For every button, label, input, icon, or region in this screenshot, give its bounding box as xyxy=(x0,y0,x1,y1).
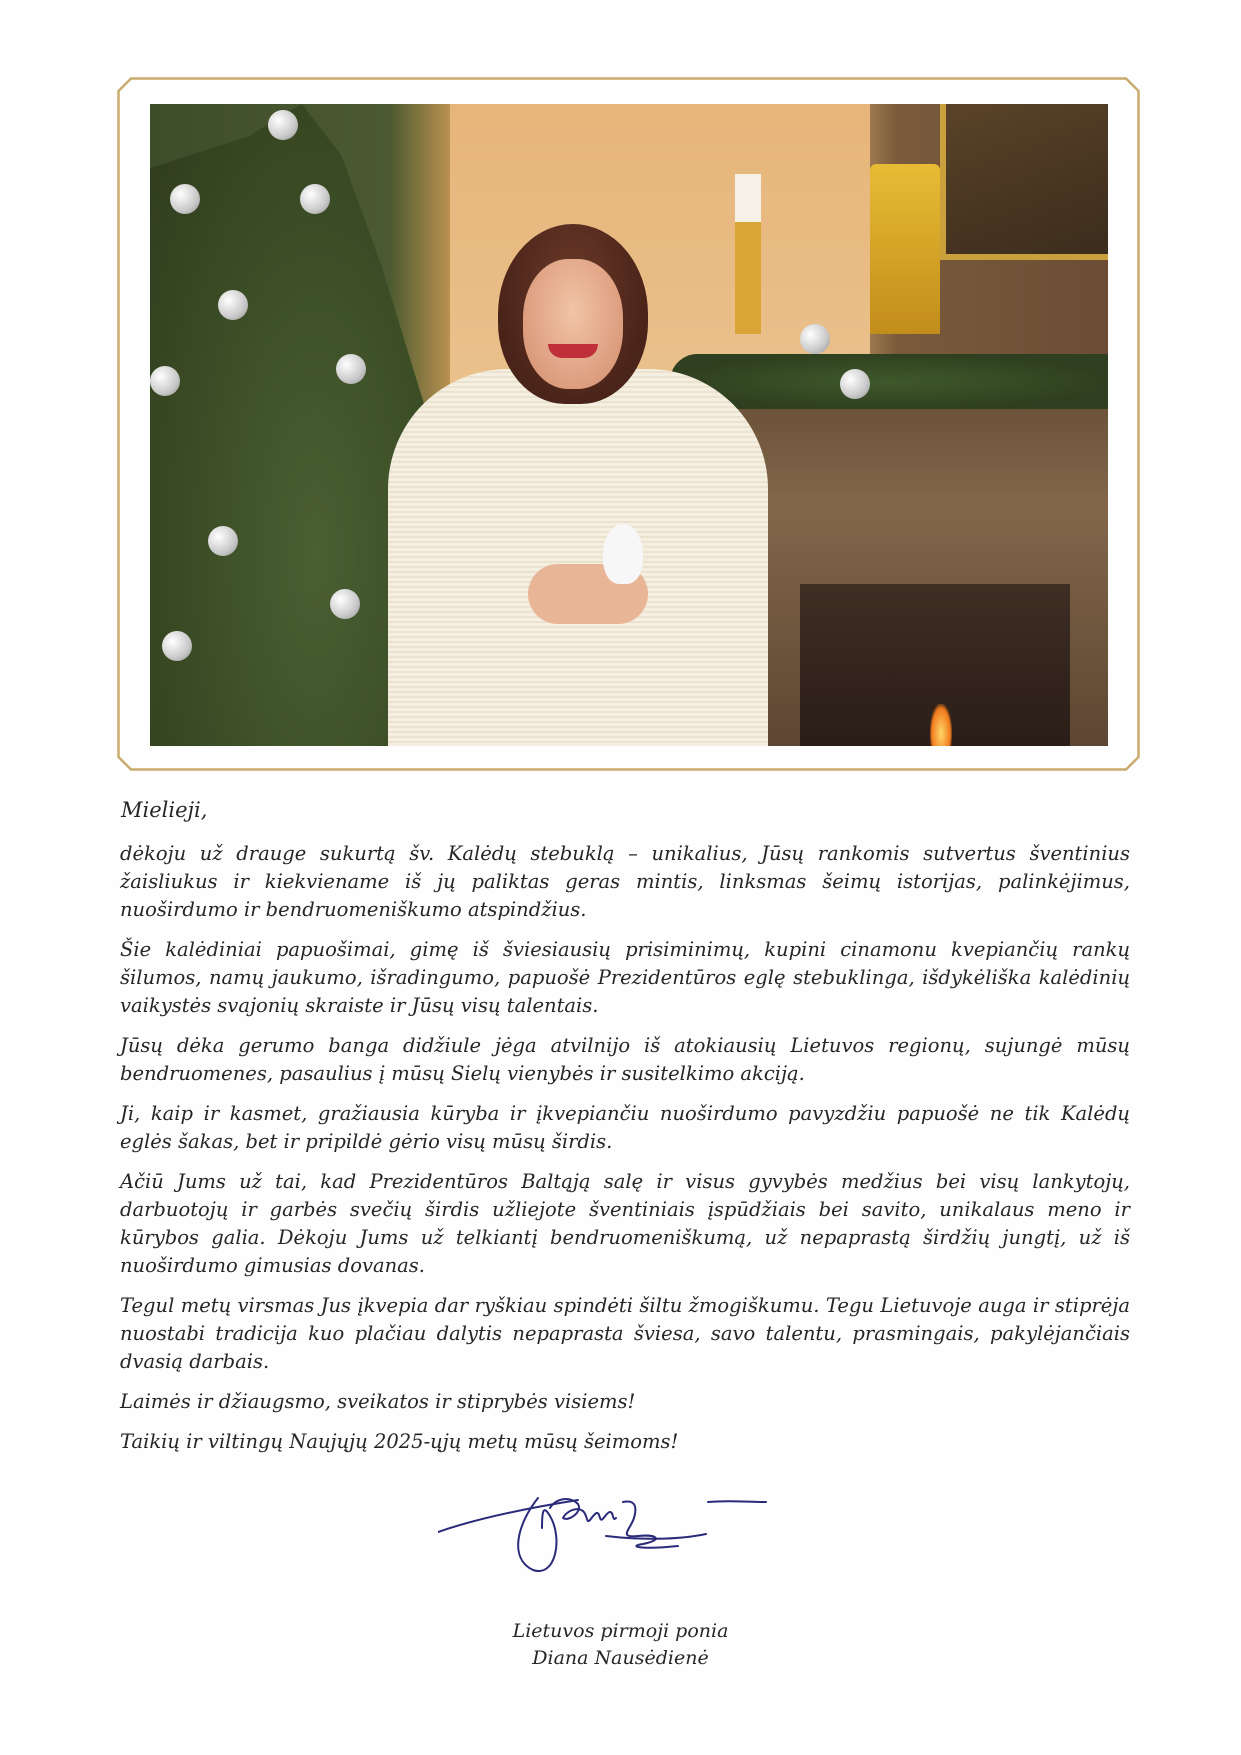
face xyxy=(523,259,623,389)
signature xyxy=(438,1478,768,1598)
person xyxy=(388,224,768,746)
ornament xyxy=(268,110,298,140)
letter-body xyxy=(120,840,1130,1467)
paragraph: Šie kalėdiniai papuošimai, gimę iš šviesiausių prisiminimų, kupini cinamonu kvepiančių rankų šilumos, namų jaukumo, išradingumo, papuošė Prezidentūros eglę stebuklinga, išdykėliška kalėdinių vaikystės svajonių skraiste ir Jūsų visų talentais. xyxy=(120,938,1130,1017)
paragraph: dėkoju už drauge sukurtą šv. Kalėdų stebuklą – unikalius, Jūsų rankomis sutvertus šventinius žaisliukus ir kiekviename iš jų paliktas geras mintis, linksmas šeimų istorijas, palinkėjimus, nuoširdumo ir bendruomeniškumo atspindžius. xyxy=(120,842,1130,921)
ornament xyxy=(218,290,248,320)
signer-name: Diana Nausėdienė xyxy=(532,1647,709,1669)
ornament xyxy=(162,631,192,661)
paragraph: Laimės ir džiaugsmo, sveikatos ir stiprybės visiems! xyxy=(120,1390,636,1413)
paragraph: Ji, kaip ir kasmet, gražiausia kūryba ir įkvepiančiu nuoširdumo pavyzdžiu papuošė ne tik Kalėdų eglės šakas, bet ir pripildė gėrio visų mūsų širdis. xyxy=(120,1102,1130,1153)
paragraph: Jūsų dėka gerumo banga didžiule jėga atvilnijo iš atokiausių Lietuvos regionų, sujungė mūsų bendruomenes, pasaulius į mūsų Sielų vienybės ir susitelkimo akciją. xyxy=(120,1034,1130,1085)
felt-bunny xyxy=(603,524,643,584)
paragraph: Taikių ir viltingų Naujųjų 2025-ųjų metų mūsų šeimoms! xyxy=(120,1430,679,1453)
white-dress xyxy=(388,369,768,746)
signer-title: Lietuvos pirmoji ponia xyxy=(512,1620,729,1642)
ornament xyxy=(208,526,238,556)
wall-painting xyxy=(940,104,1108,260)
ornament xyxy=(336,354,366,384)
fire xyxy=(930,704,952,746)
smile xyxy=(548,344,598,358)
ornament xyxy=(330,589,360,619)
ornament xyxy=(800,324,830,354)
ornament xyxy=(170,184,200,214)
ornament xyxy=(300,184,330,214)
paragraph: Ačiū Jums už tai, kad Prezidentūros Baltąją salę ir visus gyvybės medžius bei visų lankytojų, darbuotojų ir garbės svečių širdis užliejote šventiniais įspūdžiais bei savito, unikalaus meno ir kūrybos galia. Dėkoju Jums už telkiantį bendruomeniškumą, už nepaprastą širdžių jungtį, už iš nuoširdumo gimusias dovanas. xyxy=(120,1170,1130,1277)
ornament xyxy=(840,369,870,399)
ornament xyxy=(150,366,180,396)
paragraph: Tegul metų virsmas Jus įkvepia dar ryškiau spindėti šiltu žmogiškumu. Tegu Lietuvoje auga ir stiprėja nuostabi tradicija kuo plačiau dalytis nepaprasta šviesa, savo talentu, prasmingais, pakylėjančiais dvasią darbais. xyxy=(120,1294,1130,1373)
gold-clock xyxy=(870,164,940,334)
greeting: Mielieji, xyxy=(121,798,208,822)
portrait-photo xyxy=(150,104,1108,746)
